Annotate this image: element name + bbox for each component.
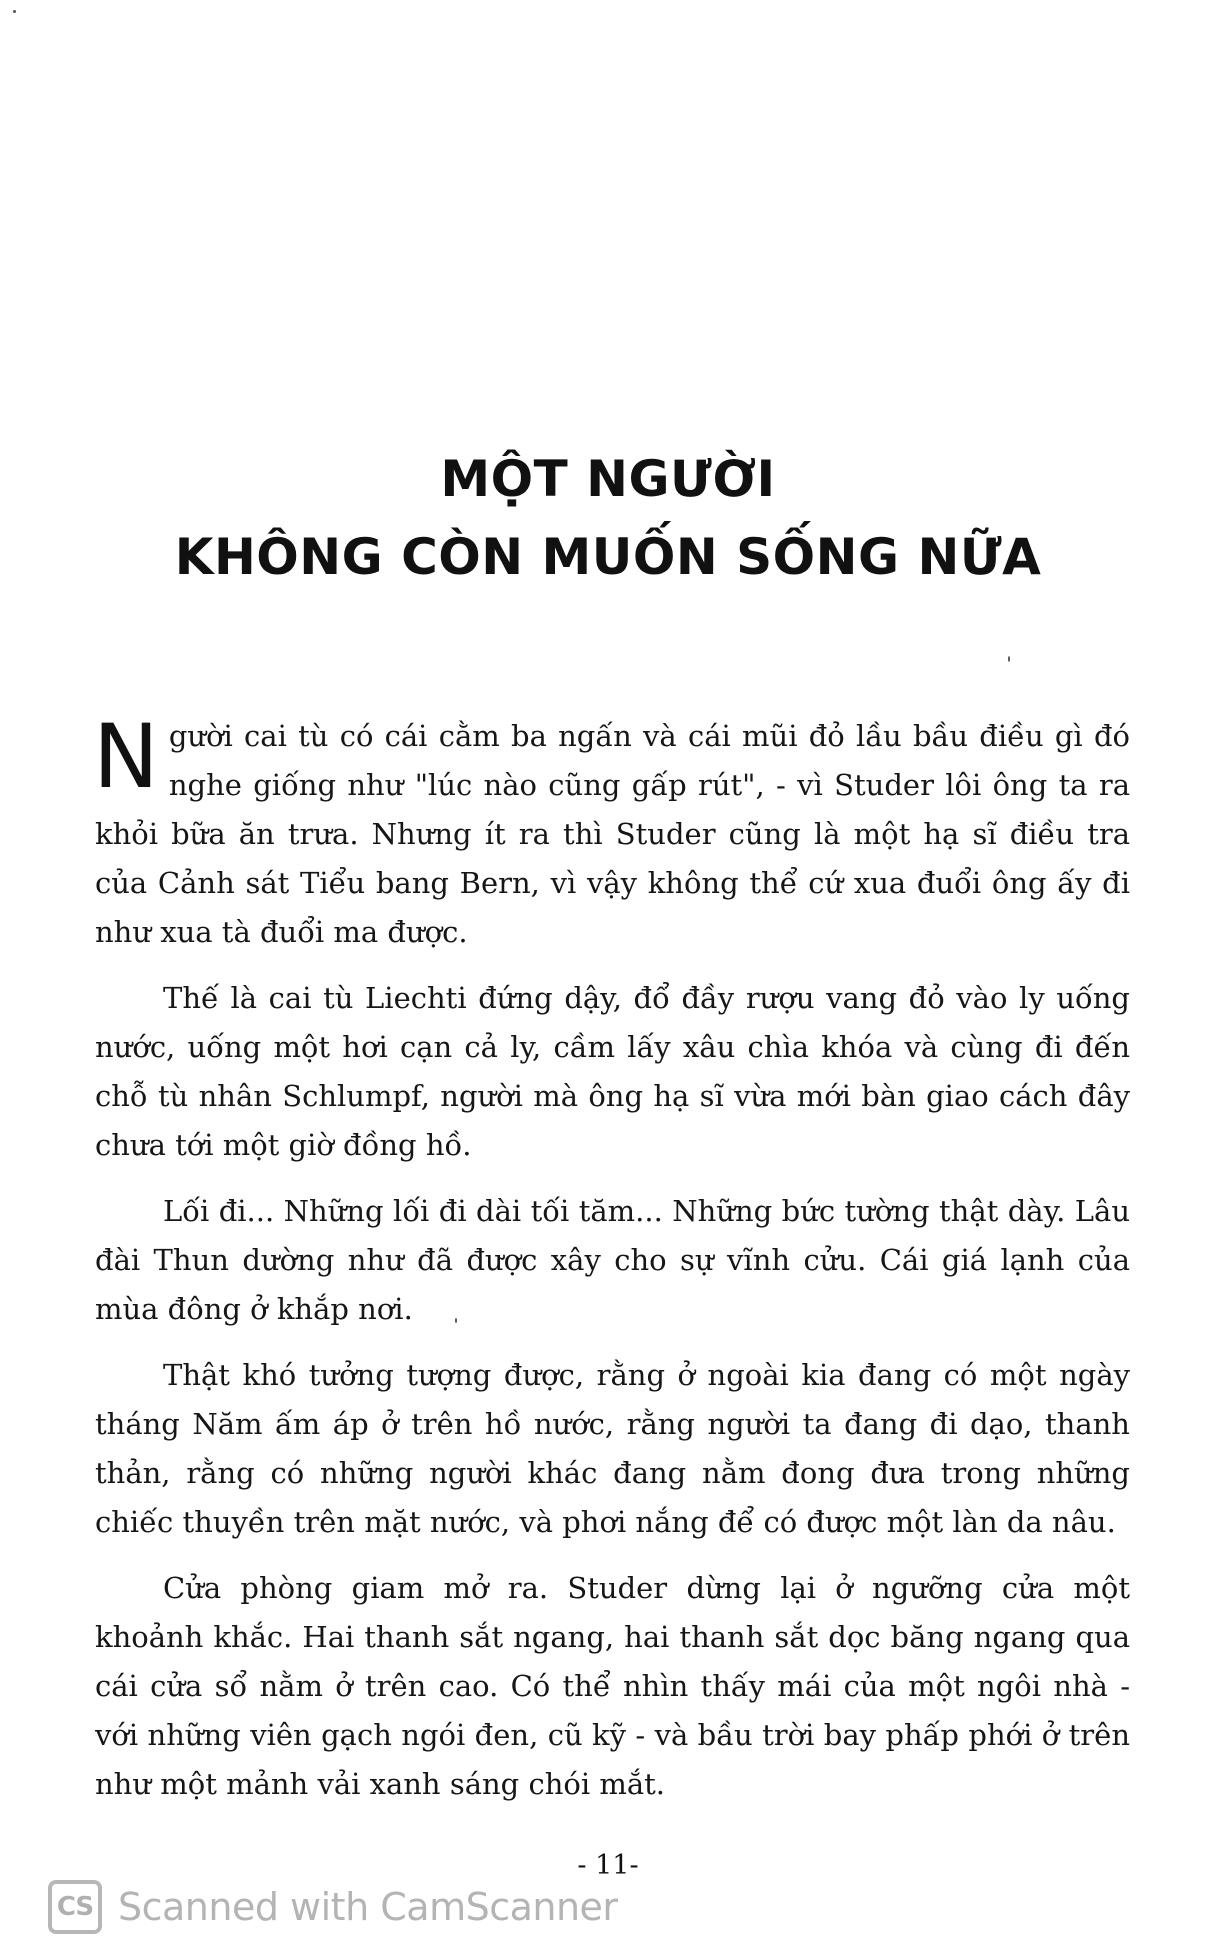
- chapter-title: [0, 440, 1216, 596]
- page-number: - 11-: [577, 1850, 639, 1881]
- paragraph-5: Cửa phòng giam mở ra. Studer dừng lại ở ngưỡng cửa một khoảnh khắc. Hai thanh sắt ngang, hai thanh sắt dọc băng ngang qua cái cửa sổ nằm ở trên cao. Có thể nhìn thấy mái của một ngôi nhà - với những viên gạch ngói đen, cũ kỹ - và bầu trời bay phấp phới ở trên như một mảnh vải xanh sáng chói mắt.: [95, 1571, 1130, 1801]
- chapter-title-line-2: KHÔNG CÒN MUỐN SỐNG NỮA: [174, 528, 1042, 586]
- paragraph-1: [93, 705, 1130, 957]
- camscanner-watermark: [48, 1880, 618, 1934]
- paragraph-3: Lối đi... Những lối đi dài tối tăm... Những bức tường thật dày. Lâu đài Thun dường như đã được xây cho sự vĩnh cửu. Cái giá lạnh của mùa đông ở khắp nơi.: [95, 1194, 1130, 1326]
- drop-cap: N: [93, 705, 159, 808]
- paragraph-2: Thế là cai tù Liechti đứng dậy, đổ đầy rượu vang đỏ vào ly uống nước, uống một hơi cạn cả ly, cầm lấy xâu chìa khóa và cùng đi đến chỗ tù nhân Schlumpf, người mà ông hạ sĩ vừa mới bàn giao cách đây chưa tới một giờ đồng hồ.: [95, 981, 1130, 1162]
- scan-speck: [1008, 656, 1010, 662]
- watermark-text: Scanned with CamScanner: [118, 1885, 618, 1929]
- chapter-title-line-1: MỘT NGƯỜI: [440, 450, 776, 508]
- chapter-body: [93, 705, 1130, 1826]
- camscanner-logo-icon: CS: [48, 1880, 102, 1934]
- paragraph-4: Thật khó tưởng tượng được, rằng ở ngoài kia đang có một ngày tháng Năm ấm áp ở trên hồ nước, rằng người ta đang đi dạo, thanh thản, rằng có những người khác đang nằm đong đưa trong những chiếc thuyền trên mặt nước, và phơi nắng để có được một làn da nâu.: [95, 1358, 1130, 1539]
- paragraph-1-text: gười cai tù có cái cằm ba ngấn và cái mũi đỏ lầu bầu điều gì đó nghe giống như "lúc nào cũng gấp rút", - vì Studer lôi ông ta ra khỏi bữa ăn trưa. Nhưng ít ra thì Studer cũng là một hạ sĩ điều tra của Cảnh sát Tiểu bang Bern, vì vậy không thể cứ xua đuổi ông ấy đi như xua tà đuổi ma được.: [95, 719, 1130, 949]
- scan-speck: [13, 10, 16, 13]
